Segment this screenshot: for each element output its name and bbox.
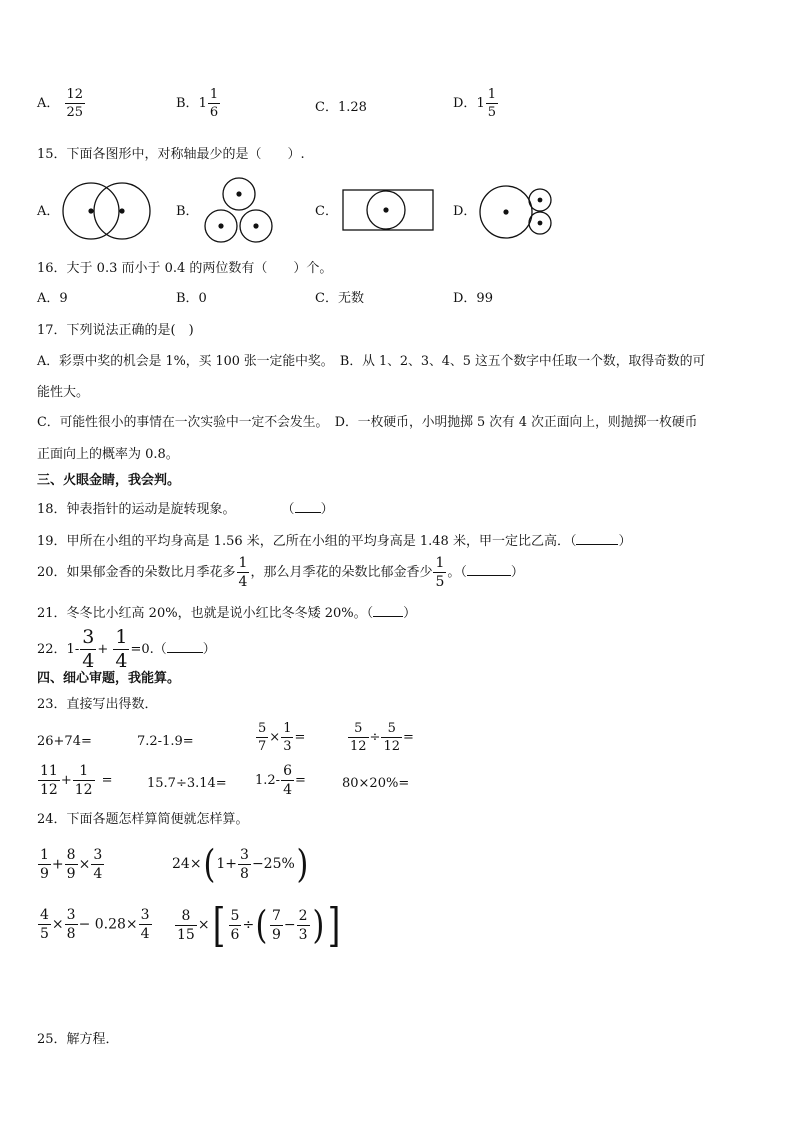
q24-expr-4: $\frac{8}{15}$ ×[ $\frac{5}{6}$ ÷( $\frac{7}{9}$ − $\frac{2}{3}$ )] bbox=[177, 898, 341, 952]
q14-option-d-fraction: $\frac{1}{5}$ bbox=[487, 87, 496, 120]
q14-option-a bbox=[37, 88, 86, 119]
q24-stem: 24．下面各题怎样算简便就怎样算。 bbox=[37, 812, 249, 827]
section-3-heading: 三、火眼金睛，我会判。 bbox=[37, 473, 181, 488]
q16-stem: 16．大于 0.3 而小于 0.4 的两位数有（ ）个。 bbox=[37, 261, 333, 276]
q15-figure-rectangle-circle bbox=[342, 188, 436, 234]
q15-option-c-label: C． bbox=[315, 204, 338, 219]
q15-figure-big-small-circles bbox=[478, 183, 558, 241]
q24-expr-3: $\frac{4}{5}$ × $\frac{3}{8}$ − 0.28× $\frac{3}{4}$ bbox=[40, 907, 150, 942]
q23-expr-5: $\frac{11}{12}$ + $\frac{1}{12}$ = bbox=[40, 763, 113, 798]
q14-option-b: B．1 $\frac{1}{6}$ bbox=[176, 87, 219, 120]
q17-options-line-4: 正面向上的概率为 0.8。 bbox=[37, 447, 179, 462]
q20-answer-blank[interactable] bbox=[467, 563, 511, 576]
q23-expr-1: 26+74= bbox=[37, 734, 92, 749]
q14-option-a-fraction: $\frac{12}{25}$ bbox=[66, 87, 84, 120]
q15-option-a-label: A． bbox=[37, 204, 60, 219]
q22: 22．1- $\frac{3}{4}$ + $\frac{1}{4}$ =0.（ ） bbox=[37, 626, 216, 672]
q20-fraction-2: $\frac{1}{5}$ bbox=[435, 555, 445, 590]
q23-stem: 23．直接写出得数． bbox=[37, 697, 158, 712]
q14-option-d: D．1 $\frac{1}{5}$ bbox=[453, 87, 496, 120]
q23-expr-2: 7.2-1.9= bbox=[137, 734, 194, 749]
q24-expr-2: 24×(1+ $\frac{3}{8}$ −25%) bbox=[172, 842, 309, 886]
q23-expr-8: 80×20%= bbox=[342, 776, 410, 791]
q24-expr-1: $\frac{1}{9}$ + $\frac{8}{9}$ × $\frac{3}{4}$ bbox=[40, 847, 103, 882]
q23-expr-4: $\frac{5}{12}$ ÷ $\frac{5}{12}$ = bbox=[350, 721, 414, 754]
q15-stem: 15．下面各图形中，对称轴最少的是（ ）. bbox=[37, 147, 305, 162]
q23-expr-3: $\frac{5}{7}$ × $\frac{1}{3}$ = bbox=[258, 721, 306, 754]
q16-option-c: C．无数 bbox=[315, 291, 364, 306]
q19-answer-blank[interactable] bbox=[576, 532, 618, 545]
q19: 19．甲所在小组的平均身高是 1.56 米，乙所在小组的平均身高是 1.48 米，甲一定比乙高．（ ） bbox=[37, 534, 632, 549]
q22-answer-blank[interactable] bbox=[167, 640, 203, 653]
q15-option-b-label: B． bbox=[176, 204, 199, 219]
q25-stem: 25．解方程． bbox=[37, 1032, 119, 1047]
q14-option-c: C．1.28 bbox=[315, 100, 367, 115]
q16-option-a: A．9 bbox=[37, 291, 68, 306]
q23-expr-6: 15.7÷3.14= bbox=[147, 776, 227, 791]
section-4-heading: 四、细心审题，我能算。 bbox=[37, 671, 181, 686]
q18: 18．钟表指针的运动是旋转现象。 （ ） bbox=[37, 502, 334, 517]
q16-option-b: B．0 bbox=[176, 291, 207, 306]
q17-options-line-1: A．彩票中奖的机会是 1%，买 100 张一定能中奖。 B．从 1、2、3、4、5 这五个数字中任取一个数，取得奇数的可 bbox=[37, 354, 706, 369]
q17-options-line-3: C．可能性很小的事情在一次实验中一定不会发生。 D．一枚硬币，小明抛掷 5 次有 4 次正面向上，则抛掷一枚硬币 bbox=[37, 415, 698, 430]
q20: 20．如果郁金香的朵数比月季花多 $\frac{1}{4}$ ，那么月季花的朵数比郁金香少 $\frac{1}{5}$ 。（ ） bbox=[37, 555, 524, 590]
q17-stem: 17．下列说法正确的是( ) bbox=[37, 323, 194, 338]
q21-answer-blank[interactable] bbox=[373, 604, 403, 617]
q14-option-a-label: A． bbox=[37, 96, 60, 111]
q20-fraction-1: $\frac{1}{4}$ bbox=[238, 555, 248, 590]
q15-figure-two-circles bbox=[62, 180, 154, 242]
q22-fraction-1: $\frac{3}{4}$ bbox=[82, 626, 95, 672]
q22-fraction-2: $\frac{1}{4}$ bbox=[115, 626, 128, 672]
q21: 21．冬冬比小红高 20%，也就是说小红比冬冬矮 20%。（ ） bbox=[37, 606, 417, 621]
q14-option-b-label: B． bbox=[176, 96, 199, 111]
q17-options-line-2: 能性大。 bbox=[37, 385, 90, 400]
q18-answer-blank[interactable] bbox=[295, 500, 321, 513]
q23-expr-7: 1.2- $\frac{6}{4}$ = bbox=[255, 763, 306, 798]
q14-option-b-fraction: $\frac{1}{6}$ bbox=[209, 87, 219, 120]
q15-figure-three-circles bbox=[201, 176, 277, 246]
q15-option-d-label: D． bbox=[453, 204, 477, 219]
q16-option-d: D．99 bbox=[453, 291, 493, 306]
